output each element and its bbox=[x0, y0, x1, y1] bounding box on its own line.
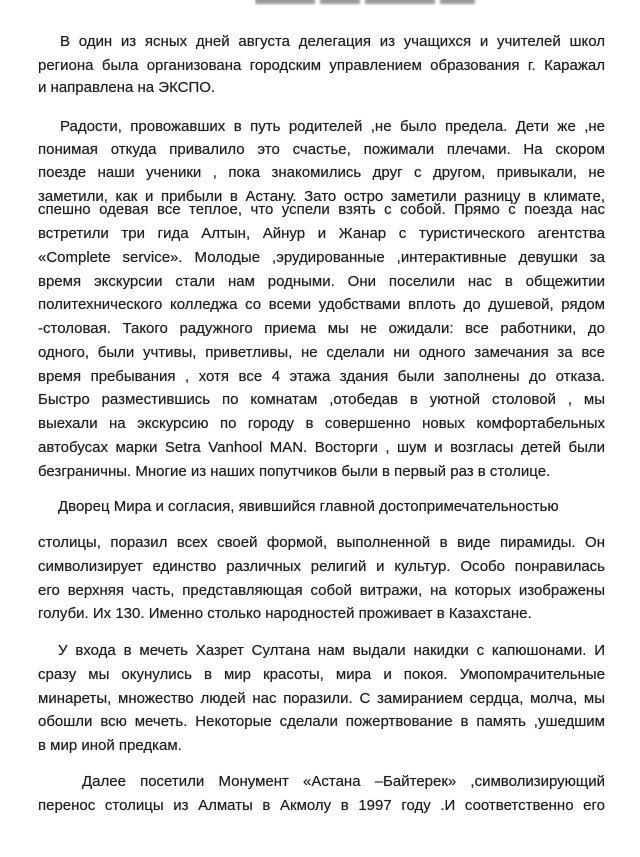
text-line: региона была организована городским управлением образования г. Каражал bbox=[38, 57, 605, 74]
text-line: Радости, провожавших в путь родителей ,не было предела. Дети же ,не bbox=[60, 118, 605, 135]
text-line: Быстро разместившись по комнатам ,отобедав в уютной столовой , мы bbox=[38, 391, 605, 408]
text-line: и направлена на ЭКСПО. bbox=[38, 79, 216, 96]
text-line: В один из ясных дней августа делегация из учащихся и учителей школ bbox=[60, 33, 605, 50]
text-line: перенос столицы из Алматы в Акмолу в 1997 году .И соответственно его bbox=[38, 797, 605, 814]
text-line: в мир иной предкам. bbox=[38, 737, 182, 754]
text-line: столицы, поразил всех своей формой, выполненной в виде пирамиды. Он bbox=[38, 534, 605, 551]
text-line: время экскурсии стали нам родными. Они поселили нас в общежитии bbox=[38, 273, 605, 290]
text-line: минареты, множество людей нас поразили. С замиранием сердца, молча, мы bbox=[38, 690, 605, 707]
text-line: сразу мы окунулись в мир красоты, мира и покоя. Умопомрачительные bbox=[38, 666, 605, 683]
text-line: символизирует единство различных религий и культур. Особо понравилась bbox=[38, 558, 605, 575]
text-line: Далее посетили Монумент «Астана –Байтерек» ,символизирующий bbox=[82, 773, 605, 790]
text-line: безграничны. Многие из наших попутчиков были в первый раз в столице. bbox=[38, 463, 551, 480]
text-line: -столовая. Такого радужного приема мы не ожидали: все работники, до bbox=[38, 320, 605, 337]
text-line: спешно одевая все теплое, что успели взять с собой. Прямо с поезда нас bbox=[38, 201, 605, 218]
text-line: политехнического колледжа со всеми удобствами вплоть до душевой, рядом bbox=[38, 296, 605, 313]
text-line: Дворец Мира и согласия, явившийся главной достопримечательностью bbox=[58, 498, 559, 515]
text-line: «Complete service». Молодые ,эрудированные ,интерактивные девушки за bbox=[38, 249, 605, 266]
text-line: У входа в мечеть Хазрет Султана нам выдали накидки с капюшонами. И bbox=[58, 642, 605, 659]
text-line: поезде наши ученики , пока знакомились друг с другом, привыкали, не bbox=[38, 164, 605, 181]
text-line: автобусах марки Setra Vanhool MAN. Восторги , шум и возгласы детей были bbox=[38, 439, 605, 456]
text-line: одного, были учтивы, приветливы, не сделали ни одного замечания за все bbox=[38, 344, 605, 361]
text-line: его верхняя часть, представляющая собой витражи, на которых изображены bbox=[38, 582, 605, 599]
text-line: время пребывания , хотя все 4 этажа здания были заполнены до отказа. bbox=[38, 368, 605, 385]
text-line: выехали на экскурсию по городу в совершенно новых комфортабельных bbox=[38, 415, 605, 432]
text-line: обошли всю мечеть. Некоторые сделали пожертвование в память ,ушедшим bbox=[38, 713, 605, 730]
cropped-title-fragment bbox=[255, 0, 485, 5]
text-line: голуби. Их 130. Именно столько народностей проживает в Казахстане. bbox=[38, 605, 532, 622]
text-line: заметили, как и прибыли в Астану. Зато остро заметили разницу в климате, bbox=[38, 188, 605, 205]
text-line: встретили три гида Алтын, Айнур и Жанар с туристического агентства bbox=[38, 225, 605, 242]
text-line: понимая откуда привалило это счастье, пожимали плечами. На скором bbox=[38, 141, 605, 158]
